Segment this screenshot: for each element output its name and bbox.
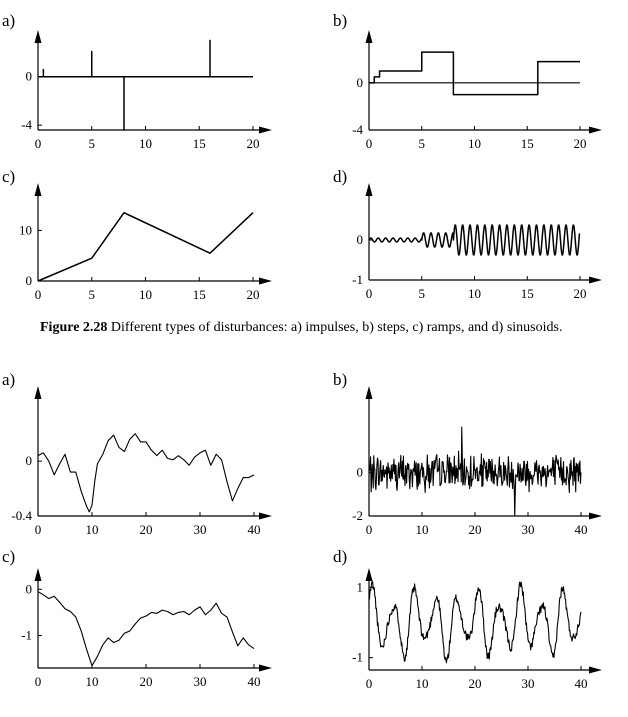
- chart-fig229d: [333, 547, 602, 691]
- x-axis-arrow-icon: [589, 127, 602, 134]
- y-axis-arrow-icon: [366, 183, 373, 196]
- x-axis-arrow-icon: [259, 665, 272, 672]
- x-axis-arrow-icon: [589, 277, 602, 284]
- x-axis-arrow-icon: [589, 513, 602, 520]
- y-tick-label: 0: [25, 68, 32, 84]
- x-tick-label: 20: [573, 136, 587, 151]
- y-tick-label: 0: [356, 464, 363, 480]
- x-tick-label: 20: [246, 287, 260, 302]
- series-line: [38, 40, 253, 130]
- caption-text: Different types of disturbances: a) impulses, b) steps, c) ramps, and d) sinusoids.: [110, 320, 563, 335]
- y-axis-arrow-icon: [366, 386, 373, 399]
- y-axis-arrow-icon: [35, 30, 42, 43]
- x-tick-label: 0: [365, 522, 373, 537]
- x-tick-label: 0: [34, 287, 42, 302]
- x-tick-label: 30: [193, 674, 207, 689]
- x-tick-label: 15: [520, 136, 534, 151]
- x-tick-label: 10: [139, 136, 152, 151]
- panel-label: c): [2, 547, 16, 566]
- x-tick-label: 40: [247, 522, 261, 537]
- series-line: [369, 581, 581, 663]
- chart-fig229a: [2, 370, 272, 537]
- y-tick-label: -1: [352, 649, 363, 665]
- y-tick-label: -1: [352, 272, 363, 287]
- x-tick-label: 15: [192, 136, 206, 151]
- chart-fig229c: [2, 547, 272, 689]
- y-tick-label: 1: [356, 579, 363, 595]
- x-axis-arrow-icon: [589, 667, 602, 674]
- chart-fig229b: [333, 370, 602, 537]
- x-tick-label: 5: [88, 287, 95, 302]
- series-line: [369, 427, 581, 516]
- y-tick-label: 0: [25, 453, 32, 469]
- y-tick-label: 0: [356, 74, 363, 90]
- x-tick-label: 30: [521, 522, 535, 537]
- figure-caption: [40, 318, 600, 337]
- series-line: [38, 434, 254, 512]
- y-axis-arrow-icon: [366, 30, 373, 43]
- chart-fig228a: [2, 11, 272, 151]
- x-tick-label: 30: [193, 522, 207, 537]
- series-line: [369, 52, 580, 94]
- chart-fig228c: [2, 167, 272, 302]
- y-tick-label: -4: [21, 117, 32, 133]
- x-tick-label: 10: [415, 522, 429, 537]
- y-tick-label: -1: [21, 627, 32, 643]
- series-line: [369, 225, 579, 255]
- y-tick-label: -4: [352, 122, 363, 137]
- x-tick-label: 20: [139, 674, 153, 689]
- y-tick-label: -0.4: [11, 508, 32, 523]
- y-tick-label: 0: [25, 581, 32, 597]
- panel-label: d): [333, 167, 348, 186]
- panel-label: c): [2, 167, 16, 186]
- chart-fig228d: [333, 167, 602, 301]
- x-tick-label: 0: [365, 286, 373, 301]
- panel-label: b): [333, 370, 348, 389]
- x-tick-label: 10: [139, 287, 152, 302]
- x-tick-label: 20: [468, 522, 482, 537]
- y-tick-label: -2: [352, 508, 363, 523]
- x-tick-label: 30: [521, 676, 535, 691]
- x-tick-label: 0: [34, 522, 42, 537]
- x-tick-label: 40: [574, 522, 588, 537]
- x-tick-label: 10: [85, 522, 99, 537]
- x-tick-label: 0: [365, 676, 373, 691]
- y-axis-arrow-icon: [366, 568, 373, 581]
- x-tick-label: 20: [468, 676, 482, 691]
- y-axis-arrow-icon: [35, 183, 42, 196]
- caption-label: Figure 2.28: [40, 320, 108, 335]
- y-tick-label: 0: [356, 232, 363, 247]
- x-tick-label: 15: [192, 287, 206, 302]
- x-tick-label: 10: [468, 286, 481, 301]
- x-axis-arrow-icon: [259, 127, 272, 134]
- x-tick-label: 10: [468, 136, 481, 151]
- x-tick-label: 40: [574, 676, 588, 691]
- y-tick-label: 0: [25, 273, 32, 288]
- x-tick-label: 40: [247, 674, 261, 689]
- series-line: [38, 592, 254, 666]
- y-tick-label: 10: [19, 222, 32, 238]
- x-tick-label: 20: [246, 136, 260, 151]
- x-axis-arrow-icon: [259, 513, 272, 520]
- x-tick-label: 20: [139, 522, 153, 537]
- x-tick-label: 5: [418, 286, 425, 301]
- chart-fig228b: [333, 11, 602, 151]
- panel-label: d): [333, 547, 348, 566]
- x-axis-arrow-icon: [259, 278, 272, 285]
- panel-label: a): [2, 370, 16, 389]
- x-tick-label: 0: [365, 136, 373, 151]
- x-tick-label: 0: [34, 136, 42, 151]
- y-axis-arrow-icon: [35, 568, 42, 581]
- x-tick-label: 20: [573, 286, 587, 301]
- y-axis-arrow-icon: [35, 386, 42, 399]
- x-tick-label: 10: [85, 674, 99, 689]
- x-tick-label: 0: [34, 674, 42, 689]
- x-tick-label: 15: [520, 286, 534, 301]
- x-tick-label: 5: [418, 136, 425, 151]
- x-tick-label: 5: [88, 136, 95, 151]
- panel-label: b): [333, 11, 348, 30]
- x-tick-label: 10: [415, 676, 429, 691]
- panel-label: a): [2, 11, 16, 30]
- series-line: [38, 213, 253, 281]
